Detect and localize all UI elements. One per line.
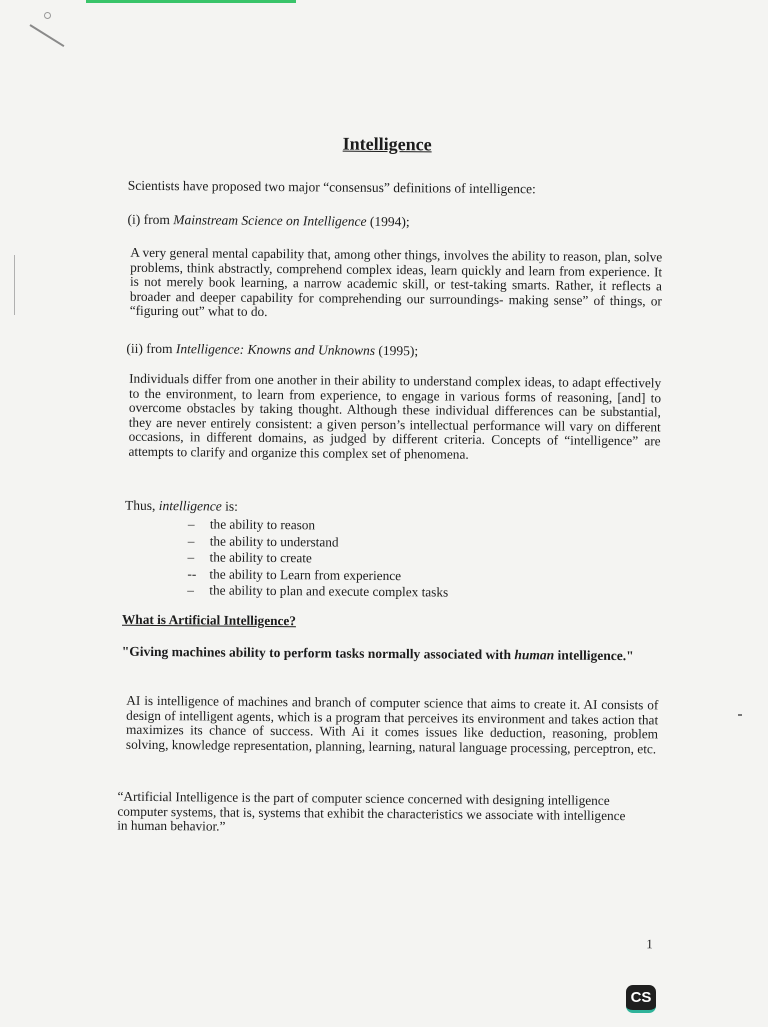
definition-1-text: A very general mental capability that, among other things, involves the ability to reason, plan, solve problems, think abstractly, comprehend complex ideas, learn quickly and learn from experience. It is not merely book learning, a narrow academic skill, or test-taking smarts. Rather, it reflects a broader and deeper capability for comprehending our surroundings- making sense” of things, or “figuring out” what to do. [129, 244, 663, 320]
definition-2-source: Intelligence: Knowns and Unknowns [175, 341, 376, 358]
thus-term: intelligence [158, 498, 222, 514]
definition-2-prefix: (ii) from [126, 340, 176, 357]
ai-quote-main: "Giving machines ability to perform tasks normally associated with [121, 643, 515, 663]
thus-suffix: is: [221, 498, 238, 514]
list-dash: – [187, 532, 195, 548]
definition-1-source-line [127, 212, 409, 230]
definition-1-source: Mainstream Science on Intelligence [173, 212, 367, 229]
ai-heading: What is Artificial Intelligence? [121, 611, 297, 629]
list-item-text: the ability to reason [209, 516, 316, 533]
thus-line [125, 498, 238, 515]
definition-2-source-line [126, 341, 418, 360]
list-dash: -- [187, 566, 197, 582]
list-item-text: the ability to understand [209, 533, 339, 550]
ai-definition-quote: “Artificial Intelligence is the part of computer science concerned with designing intelligence computer systems, that is, systems that exhibit the characteristics we associate with intelligence in human behavior.” [117, 788, 626, 834]
list-item [187, 583, 448, 602]
definition-2-year: (1995); [374, 342, 419, 359]
definition-1-prefix: (i) from [127, 211, 174, 228]
intro-sentence: Scientists have proposed two major “consensus” definitions of intelligence: [127, 177, 536, 197]
list-item-text: the ability to create [209, 549, 312, 566]
page-number: 1 [646, 936, 653, 952]
ai-quote-end: intelligence." [554, 647, 634, 664]
page-title: Intelligence [342, 133, 432, 155]
ai-quote [122, 644, 660, 664]
ai-quote-emphasis: human [514, 647, 555, 663]
intelligence-list [187, 516, 449, 601]
list-dash: – [187, 549, 195, 565]
thus-prefix: Thus, [124, 497, 159, 514]
list-dash: – [187, 516, 195, 532]
scanner-app-logo: CS [626, 985, 656, 1013]
list-dash: – [187, 582, 195, 598]
list-item-text: the ability to Learn from experience [209, 566, 402, 583]
list-item-text: the ability to plan and execute complex tasks [209, 582, 449, 600]
definition-1-year: (1994); [366, 213, 410, 230]
ai-paragraph: AI is intelligence of machines and branch of computer science that aims to create it. AI consists of design of intelligent agents, which is a program that perceives its environment and takes action that maximizes its chance of success. With Ai it comes issues like deduction, reasoning, problem solving, knowledge representation, planning, learning, natural language processing, perceptron, etc. [125, 692, 659, 757]
definition-2-text: Individuals differ from one another in their ability to understand complex ideas, to adapt effectively to the environment, to learn from experience, to engage in various forms of reasoning, [and] to overcome obstacles by taking thought. Although these individual differences can be substantial, they are never entirely consistent: a given person’s intellectual performance will vary on different occasions, in different domains, as judged by different criteria. Concepts of “intelligence” are attempts to clarify and organize this complex set of phenomena. [128, 370, 662, 462]
